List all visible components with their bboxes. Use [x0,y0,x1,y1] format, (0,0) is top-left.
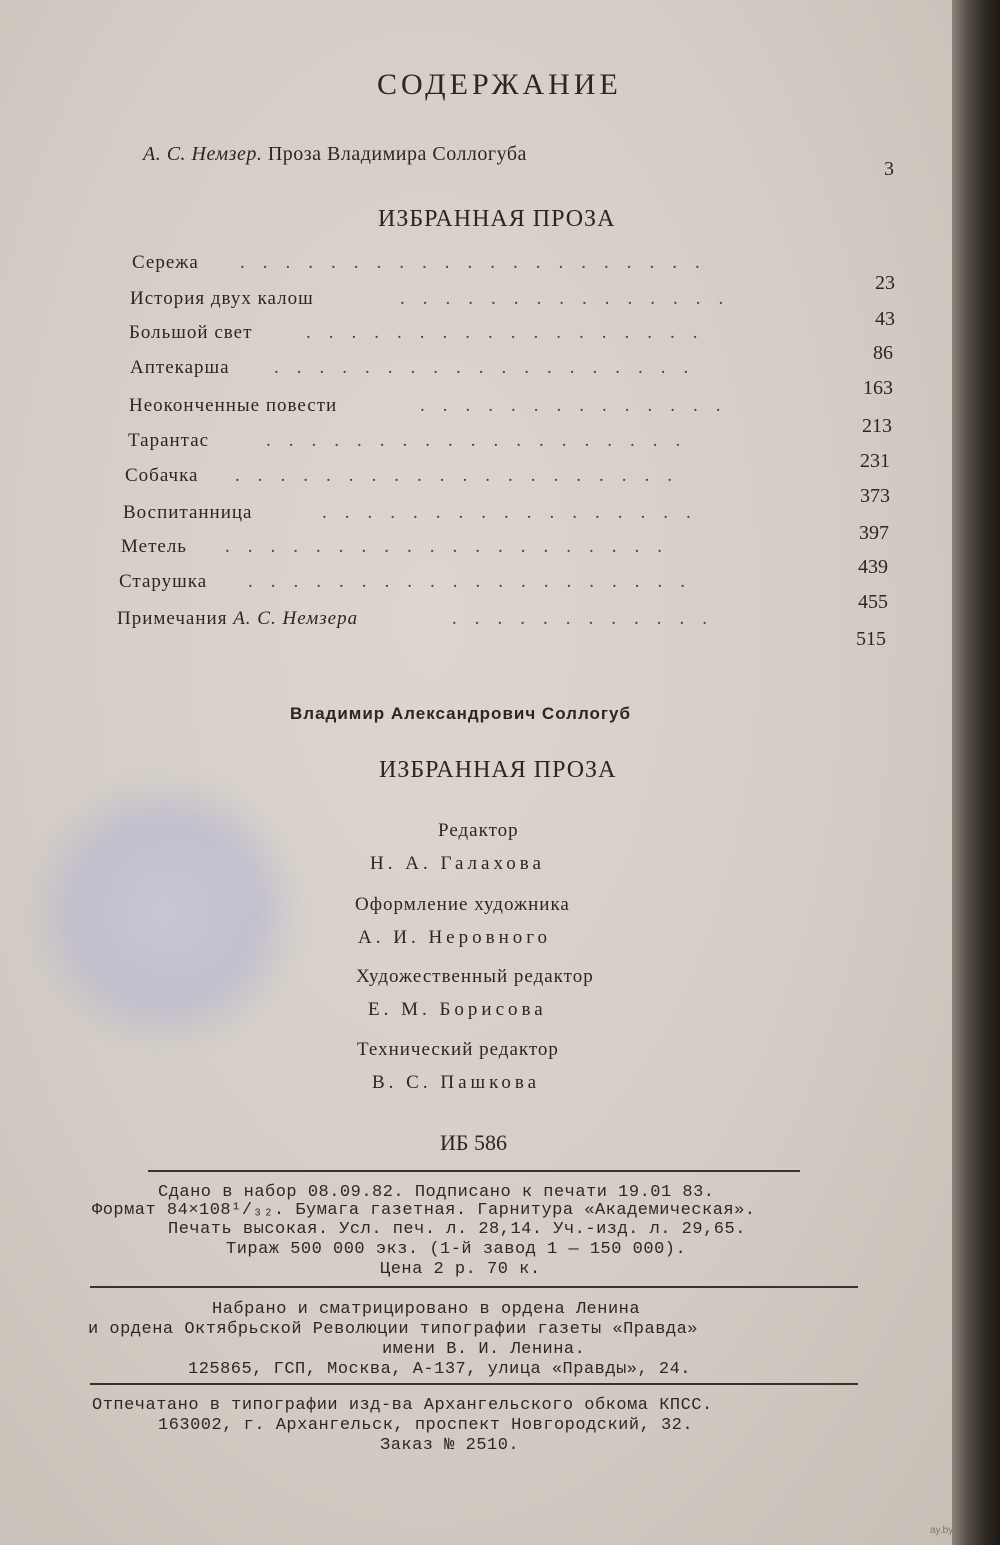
toc-entry-title-text: Собачка [125,465,199,486]
book-binding [952,0,1000,1545]
credit-role-designer: Оформление художника [355,894,570,915]
imprint-line: Отпечатано в типографии изд-ва Архангельского обкома КПСС. [92,1396,713,1415]
toc-intro-author: А. С. Немзер. [143,143,263,165]
toc-leader-dots: ............ [452,608,725,629]
toc-entry-title [130,288,314,310]
toc-entry-title [123,502,253,524]
imprint-divider-2 [90,1286,858,1288]
imprint-line: имени В. И. Ленина. [382,1340,586,1359]
toc-entry-page: 455 [858,591,888,613]
toc-entry-page: 86 [873,342,893,364]
toc-entry-title-text: Старушка [119,571,208,592]
toc-entry-title-text: История двух калош [130,288,314,309]
imprint-line: Заказ № 2510. [380,1436,520,1455]
toc-entry-title [117,608,358,630]
toc-entry-title-text: Метель [121,536,187,557]
library-stamp [28,775,303,1050]
ib-number: ИБ 586 [440,1130,508,1155]
toc-entry-title-text: Примечания [117,608,228,629]
toc-intro-page: 3 [884,158,894,180]
toc-entry-page: 231 [860,450,890,472]
toc-entry-title [121,536,187,558]
toc-leader-dots: ................... [274,357,707,378]
credit-role-art-editor: Художественный редактор [356,966,594,987]
toc-entry-title [119,571,207,593]
toc-leader-dots: ..................... [240,252,718,273]
toc-entry-title-text: Аптекарша [130,357,230,378]
toc-intro-title: Проза Владимира Соллогуба [267,143,527,165]
toc-entry-page: 373 [860,485,890,507]
contents-heading: СОДЕРЖАНИЕ [377,68,622,101]
toc-entry-title [129,395,337,417]
toc-entry-page: 439 [858,556,888,578]
toc-entry-title-text: Неоконченные повести [129,395,338,416]
imprint-line: Тираж 500 000 экз. (1-й завод 1 — 150 000). [226,1240,687,1259]
toc-leader-dots: .................... [225,536,680,557]
imprint-line: и ордена Октябрьской Революции типографии газеты «Правда» [88,1320,698,1339]
section-heading: ИЗБРАННАЯ ПРОЗА [378,206,616,232]
imprint-line: Набрано и сматрицировано в ордена Ленина [212,1300,641,1319]
toc-entry-title [125,465,198,487]
toc-leader-dots: .................... [248,571,703,592]
toc-entry-page: 23 [875,272,895,294]
toc-intro-entry [143,143,527,166]
credit-name-tech-editor: В. С. Пашкова [372,1072,541,1093]
imprint-line: Формат 84×108¹/₃₂. Бумага газетная. Гарнитура «Академическая». [92,1201,756,1220]
imprint-line: 125865, ГСП, Москва, А-137, улица «Правды», 24. [188,1360,691,1379]
toc-leader-dots: ................. [322,502,709,523]
toc-entry-title [130,357,230,379]
credit-name-designer: А. И. Неровного [358,927,552,948]
imprint-line: 163002, г. Архангельск, проспект Новгородский, 32. [158,1416,694,1435]
imprint-line: Сдано в набор 08.09.82. Подписано к печати 19.01 83. [158,1183,715,1202]
imprint-line: Печать высокая. Усл. печ. л. 28,14. Уч.-изд. л. 29,65. [168,1220,746,1239]
credit-name-editor: Н. А. Галахова [370,853,545,874]
toc-entry-page: 397 [859,522,889,544]
toc-entry-title-text: Большой свет [129,322,253,343]
credit-role-tech-editor: Технический редактор [357,1039,559,1060]
credit-role-editor: Редактор [438,820,519,841]
toc-entry-title-text: Тарантас [128,430,210,451]
toc-entry-page: 43 [875,308,895,330]
toc-entry-title [128,430,209,452]
toc-entry-title [132,252,199,274]
toc-entry-title-italic: А. С. Немзера [233,608,359,629]
toc-entry-title-text: Воспитанница [123,502,253,523]
imprint-line: Цена 2 р. 70 к. [380,1260,541,1279]
colophon-book-title: ИЗБРАННАЯ ПРОЗА [379,757,617,783]
imprint-divider-1 [148,1170,800,1172]
toc-entry-title-text: Сережа [132,252,199,273]
toc-leader-dots: .................. [306,322,716,343]
toc-entry-page: 213 [862,415,892,437]
credit-name-art-editor: Е. М. Борисова [368,999,547,1020]
imprint-divider-3 [90,1383,858,1385]
colophon-author: Владимир Александрович Соллогуб [290,704,631,723]
toc-leader-dots: .................... [235,465,690,486]
toc-entry-page: 163 [863,377,893,399]
toc-leader-dots: ............... [400,288,742,309]
toc-entry-page: 515 [856,628,886,650]
toc-leader-dots: ................... [266,430,699,451]
toc-entry-title [129,322,252,344]
watermark: ay.by [930,1525,954,1536]
toc-leader-dots: .............. [420,395,739,416]
